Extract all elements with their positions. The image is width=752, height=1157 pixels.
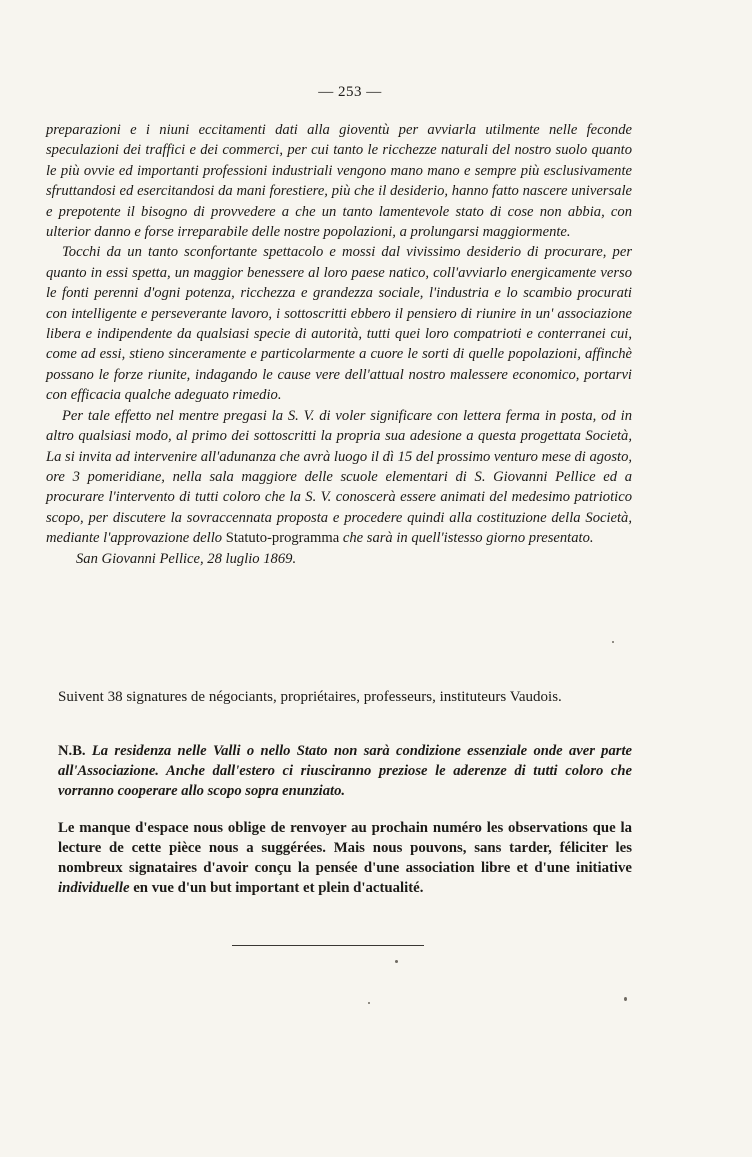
page-number: — 253 — [318,84,382,100]
letter-signature: San Giovanni Pellice, 28 luglio 1869. [76,550,297,567]
editorial-comment-italic: individuelle [58,880,130,896]
paper-speck [624,997,627,1001]
nb-label: N.B. [58,743,86,759]
paper-speck [368,1002,370,1004]
signatures-note: Suivent 38 signatures de négociants, propriétaires, professeurs, instituteurs Vaudois. [58,689,562,705]
editorial-comment-text-1: Le manque d'espace nous oblige de renvoyer au prochain numéro les observations que la lecture de cette pièce nous a suggérées. Mais nous pouvons, sans tarder, féliciter les nombreux signataires d'avoir conçu la pensée d'une association libre et d'une initiative [58,820,632,876]
section-divider [232,945,424,946]
letter-paragraph-2: Tocchi da un tanto sconfortante spettacolo e mossi dal vivissimo desiderio di procurare, per quanto in essi spetta, un maggior benessere al loro paese natico, coll'avviarlo energicamente verso le fonti perenni d'ogni potenza, ricchezza e grandezza sociale, l'industria e lo scambio procurati con intelligente e perseverante lavoro, i sottoscritti ebbero il pensiero di riunire in un' associazione libera e indipendente da qualsiasi specie di autorità, tutti quei loro compatrioti e conterranei cui, come ad essi, stieno sinceramente e particolarmente a cuore le sorti di quelle popolazioni, affinchè possano le forze riunite, indagando le cause vere dell'attual nostro malessere economico, portarvi con efficacia qualche adeguato rimedio. [46,244,632,404]
letter-paragraph-3-text: Per tale effetto nel mentre pregasi la S. V. di voler significare con lettera ferma in posta, od in altro qualsiasi modo, al primo dei sottoscritti la propria sua adesione a questa progettata Società, La si invita ad intervenire all'adunanza che avrà luogo il dì 15 del prossimo venturo mese di agosto, ore 3 pomeridiane, nella sala maggiore delle scuole elementari di S. Giovanni Pellice ed a procurare l'intervento di tutti coloro che la S. V. conoscerà essere animati del medesimo patriotico scopo, per discutere la sovraccennata proposta e procedere quindi alla costituzione della Società, mediante l'approvazione dello [46,407,633,547]
italian-letter [46,120,632,569]
letter-closing: che sarà in quell'istesso giorno presentato. [342,530,594,547]
paper-speck [612,641,614,643]
paper-speck [395,960,398,963]
nb-text: La residenza nelle Valli o nello Stato non sarà condizione essenziale onde aver parte all'Associazione. Anche dall'estero ci riusciranno preziose le aderenze di tutti coloro che vorranno cooperare allo scopo sopra enunziato. [58,743,632,799]
editorial-comment [58,818,632,898]
statuto-programma-text: Statuto-programma [225,530,340,547]
nb-note [58,741,632,801]
letter-paragraph-3 [46,406,632,549]
letter-paragraph-1: preparazioni e i niuni eccitamenti dati alla gioventù per avviarla utilmente nelle feconde speculazioni dei traffici e dei commerci, per cui tanto le ricchezze naturali del nostro suolo quanto le più ovvie ed importanti professioni industriali vengono mano mano e sempre più esclusivamente sfruttandosi ed esercitandosi da mani forestiere, più che il desiderio, hanno fatto nascere universale e prepotente il bisogno di provvedere a che un tanto lamentevole stato di cose non abbia, con ulterior danno e forse irreparabile delle nostre popolazioni, a prolungarsi maggiormente. [46,122,632,241]
editorial-comment-text-2: en vue d'un but important et plein d'actualité. [133,880,424,896]
